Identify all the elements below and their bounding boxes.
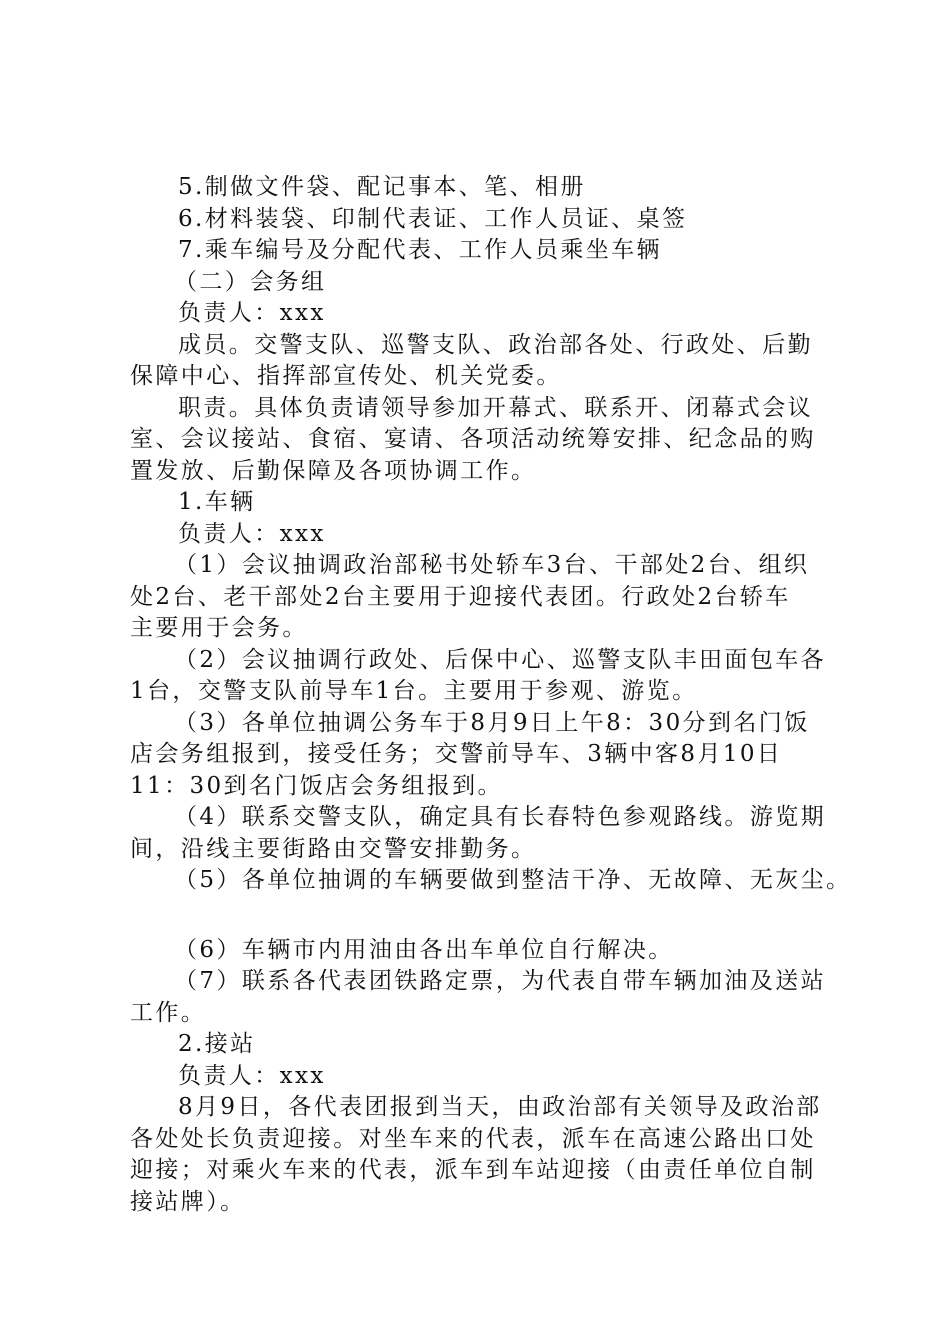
text-line-17: 1台，交警支队前导车1台。主要用于参观、游览。 <box>130 678 698 704</box>
text-line-18: （3）各单位抽调公务车于8月9日上午8：30分到名门饭 <box>174 709 810 736</box>
text-line-28: 负责人：xxx <box>178 1062 326 1089</box>
text-line-21: （4）联系交警支队，确定具有长春特色参观路线。游览期 <box>174 804 827 830</box>
text-line-23: （5）各单位抽调的车辆要做到整洁干净、无故障、无灰尘。 <box>174 867 852 893</box>
subsection-heading-2: 2.接站 <box>178 1031 256 1057</box>
text-line-1: 5.制做文件袋、配记事本、笔、相册 <box>178 174 586 200</box>
text-line-10: 置发放、后勤保障及各项协调工作。 <box>130 457 537 484</box>
text-line-29: 8月9日，各代表团报到当天，由政治部有关领导及政治部 <box>178 1094 822 1120</box>
document-body <box>130 172 850 1218</box>
paragraph-gap <box>130 897 850 935</box>
text-line-2: 6.材料装袋、印制代表证、工作人员证、桌签 <box>178 205 688 232</box>
text-line-7: 保障中心、指挥部宣传处、机关党委。 <box>130 363 562 389</box>
text-line-20: 11：30到名门饭店会务组报到。 <box>130 772 503 799</box>
subsection-heading: 1.车辆 <box>178 489 256 515</box>
text-line-25: （7）联系各代表团铁路定票，为代表自带车辆加油及送站 <box>174 968 827 994</box>
section-heading: （二）会务组 <box>174 268 327 295</box>
text-line-31: 迎接；对乘火车来的代表，派车到车站迎接（由责任单位自制 <box>130 1157 816 1183</box>
text-line-5: 负责人：xxx <box>178 300 326 326</box>
text-line-13: （1）会议抽调政治部秘书处轿车3台、干部处2台、组织 <box>174 552 810 578</box>
text-line-16: （2）会议抽调行政处、后保中心、巡警支队丰田面包车各 <box>174 646 827 673</box>
text-line-32: 接站牌）。 <box>130 1188 246 1215</box>
text-line-9: 室、会议接站、食宿、宴请、各项活动统筹安排、纪念品的购 <box>130 426 816 452</box>
text-line-15: 主要用于会务。 <box>130 615 308 641</box>
text-line-22: 间，沿线主要街路由交警安排勤务。 <box>130 835 537 862</box>
text-line-14: 处2台、老干部处2台主要用于迎接代表团。行政处2台轿车 <box>130 583 791 610</box>
text-line-8: 职责。具体负责请领导参加开幕式、联系开、闭幕式会议 <box>178 394 813 421</box>
text-line-30: 各处处长负责迎接。对坐车来的代表，派车在高速公路出口处 <box>130 1125 816 1152</box>
text-line-3: 7.乘车编号及分配代表、工作人员乘坐车辆 <box>178 237 662 263</box>
text-line-12: 负责人：xxx <box>178 520 326 547</box>
text-line-19: 店会务组报到，接受任务；交警前导车、3辆中客8月10日 <box>130 741 783 767</box>
text-line-6: 成员。交警支队、巡警支队、政治部各处、行政处、后勤 <box>178 331 813 358</box>
text-line-24: （6）车辆市内用油由各出车单位自行解决。 <box>174 936 674 963</box>
text-line-26: 工作。 <box>130 999 207 1026</box>
